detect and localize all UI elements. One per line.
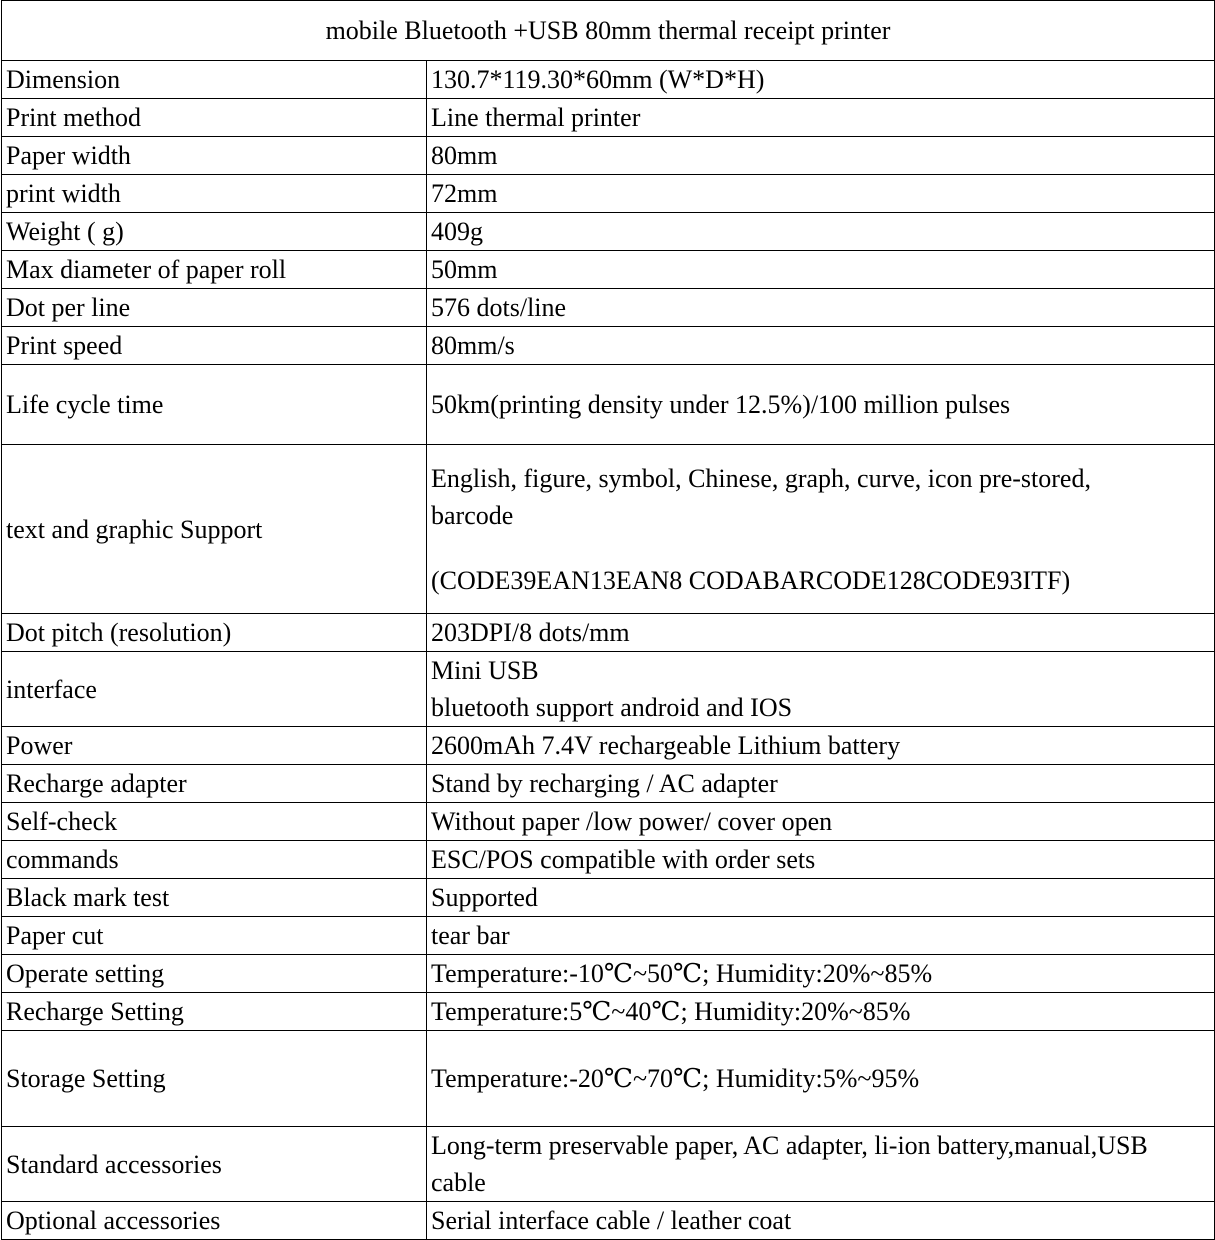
table-row bbox=[2, 765, 1215, 803]
row-label: Dot per line bbox=[2, 289, 427, 327]
row-label: Optional accessories bbox=[2, 1202, 427, 1240]
table-row bbox=[2, 289, 1215, 327]
table-row bbox=[2, 879, 1215, 917]
table-row bbox=[2, 993, 1215, 1031]
row-value bbox=[427, 1127, 1215, 1202]
row-label: print width bbox=[2, 175, 427, 213]
row-value: Without paper /low power/ cover open bbox=[427, 803, 1215, 841]
table-row bbox=[2, 803, 1215, 841]
row-label: interface bbox=[2, 652, 427, 727]
table-row bbox=[2, 917, 1215, 955]
row-label: Power bbox=[2, 727, 427, 765]
row-label: Paper cut bbox=[2, 917, 427, 955]
row-value: Line thermal printer bbox=[427, 99, 1215, 137]
table-row bbox=[2, 251, 1215, 289]
row-label: Life cycle time bbox=[2, 365, 427, 445]
row-value: 50km(printing density under 12.5%)/100 million pulses bbox=[427, 365, 1215, 445]
row-value: 50mm bbox=[427, 251, 1215, 289]
row-value-line: Long-term preservable paper, AC adapter, li-ion battery,manual,USB bbox=[431, 1131, 1148, 1160]
spec-table bbox=[1, 0, 1215, 1240]
row-label: text and graphic Support bbox=[2, 445, 427, 614]
row-value: 2600mAh 7.4V rechargeable Lithium battery bbox=[427, 727, 1215, 765]
row-value-line: Mini USB bbox=[431, 656, 539, 685]
row-label: Operate setting bbox=[2, 955, 427, 993]
row-value-line: (CODE39EAN13EAN8 CODABARCODE128CODE93ITF) bbox=[431, 565, 1071, 595]
row-value: 203DPI/8 dots/mm bbox=[427, 614, 1215, 652]
table-row bbox=[2, 327, 1215, 365]
row-value: Temperature:5℃~40℃; Humidity:20%~85% bbox=[427, 993, 1215, 1031]
table-title: mobile Bluetooth +USB 80mm thermal receipt printer bbox=[2, 1, 1215, 61]
row-value-line: barcode bbox=[431, 500, 514, 530]
row-value bbox=[427, 445, 1215, 614]
row-label: Weight ( g) bbox=[2, 213, 427, 251]
row-label: Recharge adapter bbox=[2, 765, 427, 803]
row-label: Self-check bbox=[2, 803, 427, 841]
table-row bbox=[2, 445, 1215, 614]
table-row bbox=[2, 727, 1215, 765]
row-value: tear bar bbox=[427, 917, 1215, 955]
row-label: Black mark test bbox=[2, 879, 427, 917]
row-value: 72mm bbox=[427, 175, 1215, 213]
row-label: Dot pitch (resolution) bbox=[2, 614, 427, 652]
row-label: Storage Setting bbox=[2, 1031, 427, 1127]
row-value: 80mm/s bbox=[427, 327, 1215, 365]
table-row bbox=[2, 365, 1215, 445]
table-row bbox=[2, 841, 1215, 879]
row-value: Stand by recharging / AC adapter bbox=[427, 765, 1215, 803]
row-value-line: English, figure, symbol, Chinese, graph, curve, icon pre-stored, bbox=[431, 463, 1091, 493]
table-row bbox=[2, 99, 1215, 137]
table-row bbox=[2, 955, 1215, 993]
table-row bbox=[2, 1031, 1215, 1127]
row-label: commands bbox=[2, 841, 427, 879]
table-title-row bbox=[2, 1, 1215, 61]
table-row bbox=[2, 137, 1215, 175]
row-value bbox=[427, 652, 1215, 727]
table-row bbox=[2, 61, 1215, 99]
row-value-line: bluetooth support android and IOS bbox=[431, 693, 793, 722]
row-label: Paper width bbox=[2, 137, 427, 175]
table-row bbox=[2, 1127, 1215, 1202]
row-value: 409g bbox=[427, 213, 1215, 251]
row-value: 80mm bbox=[427, 137, 1215, 175]
row-label: Standard accessories bbox=[2, 1127, 427, 1202]
table-row bbox=[2, 213, 1215, 251]
row-label: Dimension bbox=[2, 61, 427, 99]
row-label: Max diameter of paper roll bbox=[2, 251, 427, 289]
row-label: Recharge Setting bbox=[2, 993, 427, 1031]
row-value: Supported bbox=[427, 879, 1215, 917]
row-value: ESC/POS compatible with order sets bbox=[427, 841, 1215, 879]
row-value: 130.7*119.30*60mm (W*D*H) bbox=[427, 61, 1215, 99]
line-gap bbox=[431, 534, 1210, 562]
row-label: Print method bbox=[2, 99, 427, 137]
row-value: 576 dots/line bbox=[427, 289, 1215, 327]
table-row bbox=[2, 175, 1215, 213]
row-value: Temperature:-20℃~70℃; Humidity:5%~95% bbox=[427, 1031, 1215, 1127]
row-value: Temperature:-10℃~50℃; Humidity:20%~85% bbox=[427, 955, 1215, 993]
row-value-line: cable bbox=[431, 1168, 486, 1197]
table-row bbox=[2, 652, 1215, 727]
row-value: Serial interface cable / leather coat bbox=[427, 1202, 1215, 1240]
row-label: Print speed bbox=[2, 327, 427, 365]
table-row bbox=[2, 614, 1215, 652]
